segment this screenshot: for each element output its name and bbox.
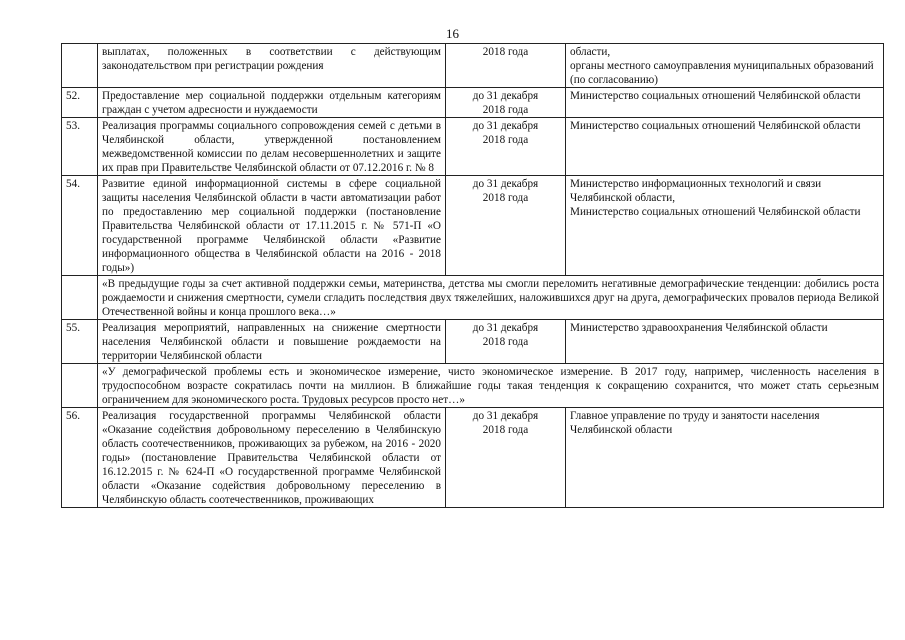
- item-description: Развитие единой информационной системы в сфере социальной защиты населения Челябинской области в части автоматизации работ по предоставлению мер социальной поддержки (постановление Правительства Челябинской области от 17.11.2015 г. № 571-П «О государственной программе Челябинской области «Развитие информационного общества в Челябинской области на 2016 - 2018 годы»): [98, 176, 446, 276]
- item-deadline: до 31 декабря 2018 года: [446, 320, 566, 364]
- item-responsible: Главное управление по труду и занятости населения Челябинской области: [566, 408, 884, 508]
- item-description: Реализация программы социального сопровождения семей с детьми в Челябинской области, утвержденной постановлением межведомственной комиссии по делам несовершеннолетних и защите их прав при Правительстве Челябинской области от 07.12.2016 г. № 8: [98, 118, 446, 176]
- measures-table: [61, 43, 884, 508]
- quote-num-cell: [62, 276, 98, 320]
- item-responsible: Министерство информационных технологий и связи Челябинской области, Министерство социальных отношений Челябинской области: [566, 176, 884, 276]
- table-row: [62, 88, 884, 118]
- item-description: Предоставление мер социальной поддержки отдельным категориям граждан с учетом адресности и нуждаемости: [98, 88, 446, 118]
- item-number: [62, 44, 98, 88]
- table-body: [62, 44, 884, 508]
- item-responsible: Министерство здравоохранения Челябинской области: [566, 320, 884, 364]
- quote-text: «У демографической проблемы есть и экономическое измерение, чисто экономическое измерение. В 2017 году, например, численность населения в трудоспособном возрасте сократилась почти на миллион. В ближайшие годы такая тенденция к сокращению сохранится, что может стать серьезным ограничением для экономического роста. Трудовых ресурсов просто нет…»: [98, 364, 884, 408]
- quote-row: [62, 364, 884, 408]
- item-deadline: до 31 декабря 2018 года: [446, 88, 566, 118]
- item-deadline: до 31 декабря 2018 года: [446, 118, 566, 176]
- table-row: [62, 320, 884, 364]
- table-row: [62, 118, 884, 176]
- page-number: 16: [446, 26, 459, 41]
- item-number: 54.: [62, 176, 98, 276]
- item-description: Реализация мероприятий, направленных на снижение смертности населения Челябинской области и повышение рождаемости на территории Челябинской области: [98, 320, 446, 364]
- item-deadline: до 31 декабря 2018 года: [446, 408, 566, 508]
- table-row: [62, 44, 884, 88]
- item-responsible: области, органы местного самоуправления муниципальных образований (по согласованию): [566, 44, 884, 88]
- item-number: 52.: [62, 88, 98, 118]
- quote-row: [62, 276, 884, 320]
- table-row: [62, 408, 884, 508]
- item-deadline: 2018 года: [446, 44, 566, 88]
- item-number: 56.: [62, 408, 98, 508]
- item-deadline: до 31 декабря 2018 года: [446, 176, 566, 276]
- item-description: Реализация государственной программы Челябинской области «Оказание содействия добровольному переселению в Челябинскую область соотечественников, проживающих за рубежом, на 2016 - 2020 годы» (постановление Правительства Челябинской области от 16.12.2015 г. № 624-П «О государственной программе Челябинской области «Оказание содействия добровольному переселению в Челябинскую область соотечественников, проживающих: [98, 408, 446, 508]
- item-number: 55.: [62, 320, 98, 364]
- quote-text: «В предыдущие годы за счет активной поддержки семьи, материнства, детства мы смогли переломить негативные демографические тенденции: добились роста рождаемости и снижения смертности, сумели сгладить последствия двух тяжелейших, наложившихся друг на друга, демографических провалов периода Великой Отечественной войны и конца прошлого века…»: [98, 276, 884, 320]
- quote-num-cell: [62, 364, 98, 408]
- item-responsible: Министерство социальных отношений Челябинской области: [566, 118, 884, 176]
- item-number: 53.: [62, 118, 98, 176]
- table-row: [62, 176, 884, 276]
- item-description: выплатах, положенных в соответствии с действующим законодательством при регистрации рождения: [98, 44, 446, 88]
- item-responsible: Министерство социальных отношений Челябинской области: [566, 88, 884, 118]
